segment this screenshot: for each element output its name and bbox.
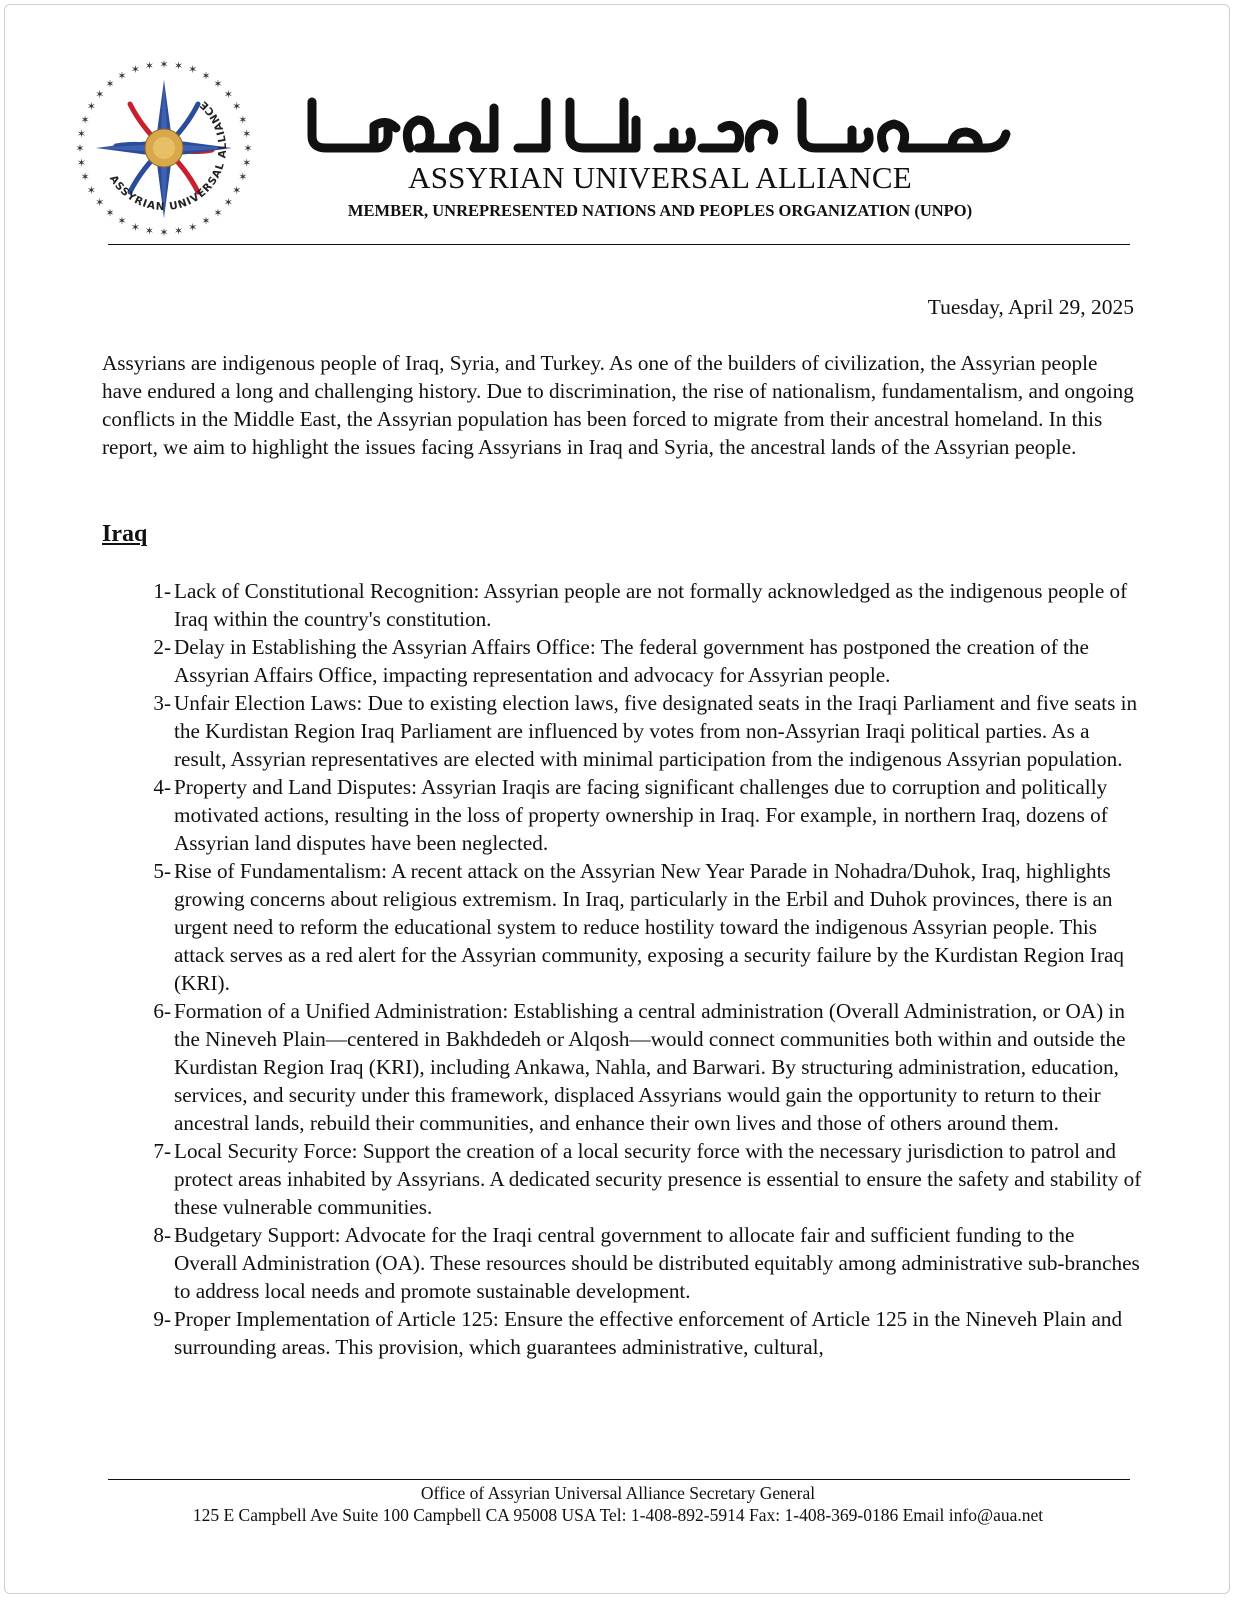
syriac-title-text: ܚܘܝܕܐ ܬܒܝܠܝܐ ܐܬܘܪܝܐ bbox=[306, 88, 315, 89]
ring-star-icon: ✶ bbox=[201, 215, 211, 228]
ring-star-icon: ✶ bbox=[201, 70, 211, 83]
list-item-number: 4- bbox=[153, 775, 171, 799]
ring-star-icon: ✶ bbox=[188, 64, 198, 77]
ring-star-icon: ✶ bbox=[188, 221, 198, 234]
list-item bbox=[102, 689, 1142, 773]
list-item bbox=[102, 633, 1142, 689]
logo-ring-text: ASSYRIAN UNIVERSAL ALLIANCE bbox=[107, 97, 230, 214]
ring-star-icon: ✶ bbox=[213, 78, 223, 91]
ring-star-icon: ✶ bbox=[130, 221, 140, 234]
list-item-number: 8- bbox=[153, 1223, 171, 1247]
issues-list bbox=[102, 577, 1142, 1361]
list-item-number: 7- bbox=[153, 1139, 171, 1163]
ring-star-icon: ✶ bbox=[144, 225, 155, 238]
list-item-text: Rise of Fundamentalism: A recent attack on the Assyrian New Year Parade in Nohadra/Duhok, Iraq, highlights growing concerns about religious extremism. In Iraq, particularly in the Erbil and Duhok provinces, there is an urgent need to reform the educational system to reduce hostility toward the indigenous Assyrian people. This attack serves as a red alert for the Assyrian community, exposing a security failure by the Kurdistan Region Iraq (KRI). bbox=[174, 859, 1125, 995]
list-item-text: Lack of Constitutional Recognition: Assyrian people are not formally acknowledged as the indigenous people of Iraq within the country's constitution. bbox=[174, 579, 1128, 631]
list-item bbox=[102, 577, 1142, 633]
ring-star-icon: ✶ bbox=[232, 185, 242, 197]
ring-star-icon: ✶ bbox=[238, 171, 248, 184]
ring-star-icon: ✶ bbox=[232, 101, 242, 113]
footer-divider bbox=[108, 1479, 1130, 1480]
organization-membership: MEMBER, UNREPRESENTED NATIONS AND PEOPLES ORGANIZATION (UNPO) bbox=[347, 201, 973, 220]
ring-star-icon: ✶ bbox=[223, 197, 233, 209]
ring-star-icon: ✶ bbox=[242, 157, 252, 170]
ring-star-icon: ✶ bbox=[105, 78, 115, 91]
ring-star-icon: ✶ bbox=[130, 64, 140, 77]
ring-star-icon: ✶ bbox=[75, 143, 85, 155]
list-item-text: Budgetary Support: Advocate for the Iraqi central government to allocate fair and sufficient funding to the Overall Administration (OA). These resources should be distributed equitably among administrative sub-branches to address local needs and promote sustainable development. bbox=[174, 1223, 1140, 1303]
ring-star-icon: ✶ bbox=[76, 157, 86, 170]
aua-logo-icon bbox=[72, 58, 256, 238]
list-item-number: 5- bbox=[153, 859, 171, 883]
section-heading-iraq: Iraq bbox=[102, 521, 148, 547]
ring-star-icon: ✶ bbox=[238, 114, 248, 127]
ring-star-icon: ✶ bbox=[213, 207, 223, 220]
syriac-title-wordmark bbox=[306, 88, 1014, 158]
ring-star-icon: ✶ bbox=[80, 171, 90, 184]
ring-star-icon: ✶ bbox=[76, 128, 86, 141]
ring-star-icon: ✶ bbox=[173, 225, 184, 238]
list-item bbox=[102, 1137, 1142, 1221]
ring-star-icon: ✶ bbox=[144, 60, 155, 73]
ring-star-icon: ✶ bbox=[242, 128, 252, 141]
list-item bbox=[102, 1305, 1142, 1361]
list-item-number: 6- bbox=[153, 999, 171, 1023]
ring-star-icon: ✶ bbox=[86, 185, 96, 197]
footer-contact: 125 E Campbell Ave Suite 100 Campbell CA 95008 USA Tel: 1-408-892-5914 Fax: 1-408-369-0186 Email info@aua.net bbox=[192, 1505, 1044, 1525]
header-divider bbox=[108, 244, 1130, 245]
ring-star-icon: ✶ bbox=[117, 215, 127, 228]
list-item-number: 2- bbox=[153, 635, 171, 659]
ring-star-icon: ✶ bbox=[95, 89, 105, 101]
ring-star-icon: ✶ bbox=[173, 60, 184, 73]
list-item bbox=[102, 857, 1142, 997]
list-item-text: Proper Implementation of Article 125: Ensure the effective enforcement of Article 125 in the Nineveh Plain and surrounding areas. This provision, which guarantees administrative, cultural, bbox=[174, 1307, 1123, 1359]
ring-star-icon: ✶ bbox=[159, 227, 169, 238]
footer-office: Office of Assyrian Universal Alliance Secretary General bbox=[420, 1483, 816, 1503]
ring-star-icon: ✶ bbox=[117, 70, 127, 83]
ring-star-icon: ✶ bbox=[95, 197, 105, 209]
ring-star-icon: ✶ bbox=[223, 89, 233, 101]
list-item bbox=[102, 773, 1142, 857]
ring-star-icon: ✶ bbox=[86, 101, 96, 113]
list-item-text: Formation of a Unified Administration: Establishing a central administration (Overall Administration, or OA) in the Nineveh Plain—centered in Bakhdedeh or Alqosh—would connect communities both within and outside the Kurdistan Region Iraq (KRI), including Ankawa, Nahla, and Barwari. By structuring administration, education, services, and security under this framework, displaced Assyrians would gain the opportunity to return to their ancestral lands, rebuild their communities, and enhance their own lives and those of others around them. bbox=[174, 999, 1126, 1135]
ring-star-icon: ✶ bbox=[243, 143, 253, 155]
ring-star-icon: ✶ bbox=[80, 114, 90, 127]
intro-paragraph: Assyrians are indigenous people of Iraq, Syria, and Turkey. As one of the builders of civilization, the Assyrian people have endured a long and challenging history. Due to discrimination, the rise of nationalism, fundamentalism, and ongoing conflicts in the Middle East, the Assyrian population has been forced to migrate from their ancestral homeland. In this report, we aim to highlight the issues facing Assyrians in Iraq and Syria, the ancestral lands of the Assyrian people. bbox=[102, 351, 1134, 459]
ring-star-icon: ✶ bbox=[105, 207, 115, 220]
ring-star-icon: ✶ bbox=[159, 59, 169, 71]
list-item-text: Unfair Election Laws: Due to existing election laws, five designated seats in the Iraqi Parliament and five seats in the Kurdistan Region Iraq Parliament are influenced by votes from non-Assyrian Iraqi political parties. As a result, Assyrian representatives are elected with minimal participation from the indigenous Assyrian population. bbox=[174, 691, 1138, 771]
list-item-number: 3- bbox=[153, 691, 171, 715]
list-item bbox=[102, 997, 1142, 1137]
list-item bbox=[102, 1221, 1142, 1305]
list-item-number: 1- bbox=[153, 579, 171, 603]
document-date: Tuesday, April 29, 2025 bbox=[927, 295, 1134, 319]
list-item-text: Property and Land Disputes: Assyrian Iraqis are facing significant challenges due to corruption and politically motivated actions, resulting in the loss of property ownership in Iraq. For example, in northern Iraq, dozens of Assyrian land disputes have been neglected. bbox=[174, 775, 1108, 855]
organization-name: ASSYRIAN UNIVERSAL ALLIANCE bbox=[408, 160, 912, 195]
list-item-text: Local Security Force: Support the creation of a local security force with the necessary jurisdiction to patrol and protect areas inhabited by Assyrians. A dedicated security presence is essential to ensure the safety and stability of these vulnerable communities. bbox=[174, 1139, 1142, 1219]
list-item-number: 9- bbox=[153, 1307, 171, 1331]
list-item-text: Delay in Establishing the Assyrian Affairs Office: The federal government has postponed the creation of the Assyrian Affairs Office, impacting representation and advocacy for Assyrian people. bbox=[174, 635, 1089, 687]
